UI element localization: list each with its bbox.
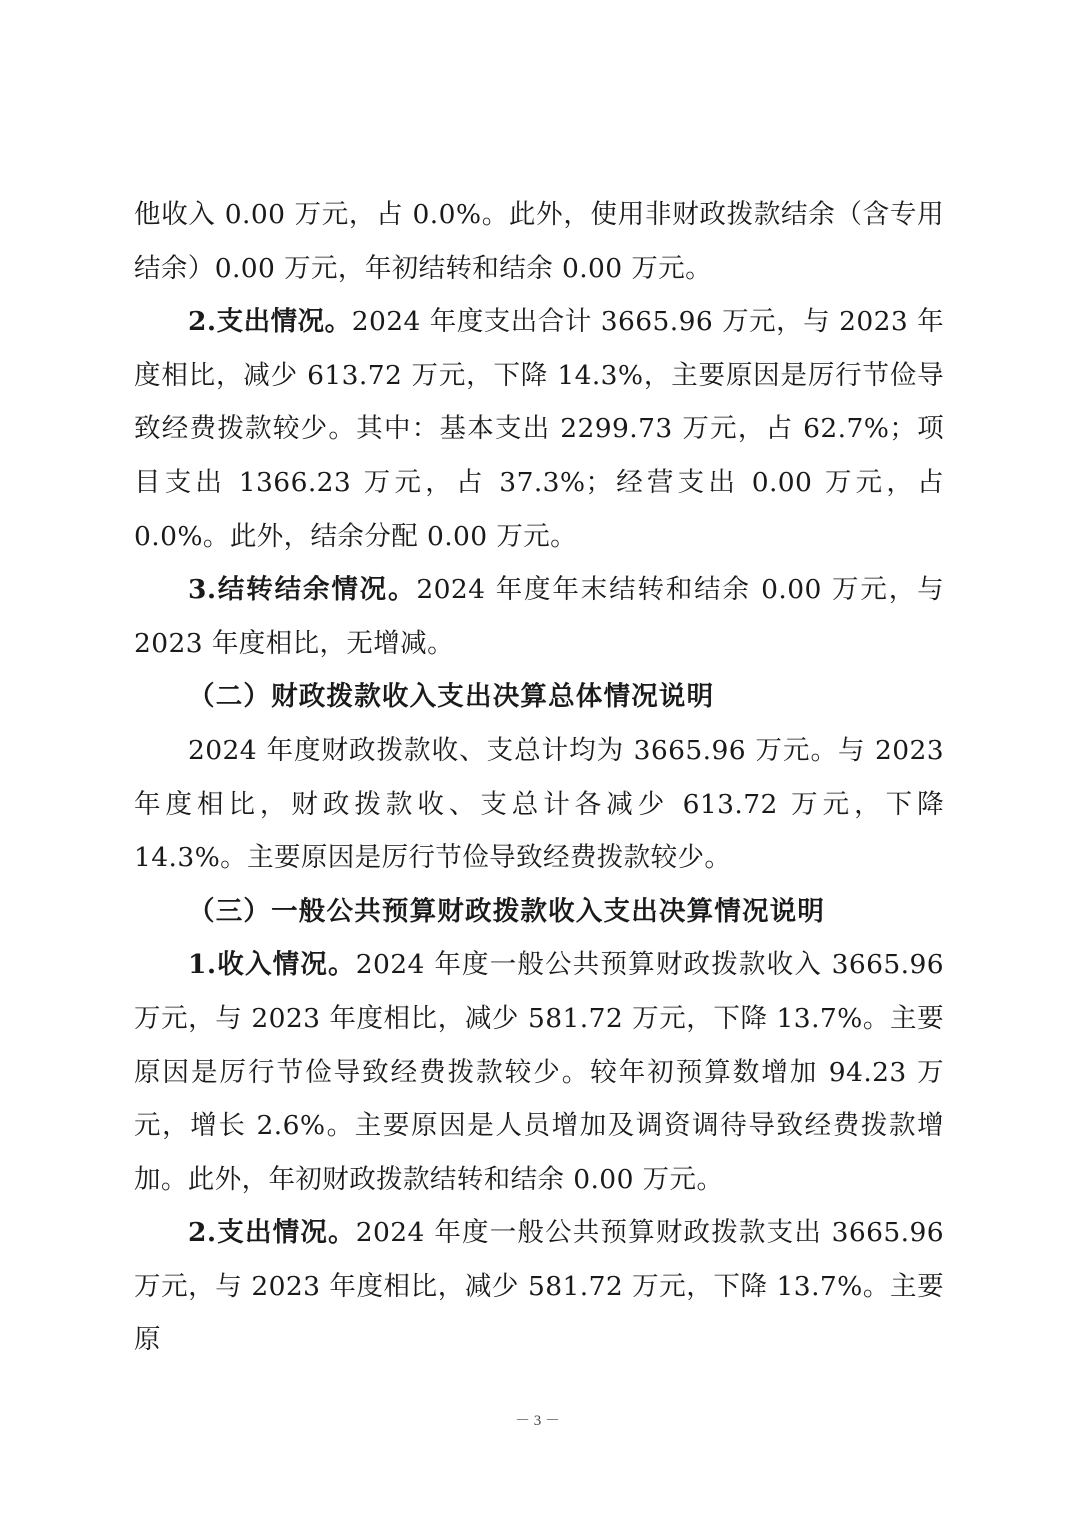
paragraph-public-income — [134, 938, 944, 1206]
body-public-expenditure: 2024 年度一般公共预算财政拨款支出 3665.96 万元，与 2023 年度相比，减少 581.72 万元，下降 13.7%。主要原 — [134, 1217, 944, 1356]
section-heading-2: （二）财政拨款收入支出决算总体情况说明 — [188, 681, 715, 713]
paragraph-public-expenditure — [134, 1206, 944, 1367]
section-heading-3: （三）一般公共预算财政拨款收入支出决算情况说明 — [188, 895, 826, 927]
paragraph-other-income: 他收入 0.00 万元，占 0.0%。此外，使用非财政拨款结余（含专用结余）0.00 万元，年初结转和结余 0.00 万元。 — [134, 199, 944, 284]
lead-public-expenditure: 2.支出情况。 — [188, 1217, 356, 1249]
body-expenditure: 2024 年度支出合计 3665.96 万元，与 2023 年度相比，减少 613.72 万元，下降 14.3%，主要原因是厉行节俭导致经费拨款较少。其中：基本支出 2299.73 万元，占 62.7%；项目支出 1366.23 万元，占 37.3%；经营支出 0.00 万元，占 0.0%。此外，结余分配 0.00 万元。 — [134, 306, 945, 552]
lead-carryover: 3.结转结余情况。 — [188, 574, 417, 606]
document-body — [134, 188, 944, 1367]
paragraph-carryover — [134, 563, 944, 670]
lead-public-income: 1.收入情况。 — [188, 949, 356, 981]
body-carryover: 2024 年度年末结转和结余 0.00 万元，与 2023 年度相比，无增减。 — [134, 574, 944, 659]
page-number: － 3 － — [514, 1413, 560, 1429]
paragraph-expenditure — [134, 295, 944, 563]
paragraph-fiscal-total: 2024 年度财政拨款收、支总计均为 3665.96 万元。与 2023 年度相比，财政拨款收、支总计各减少 613.72 万元，下降 14.3%。主要原因是厉行节俭导致经费拨款较少。 — [134, 734, 944, 874]
lead-expenditure: 2.支出情况。 — [188, 306, 352, 338]
body-public-income: 2024 年度一般公共预算财政拨款收入 3665.96 万元，与 2023 年度相比，减少 581.72 万元，下降 13.7%。主要原因是厉行节俭导致经费拨款较少。较年初预算数增加 94.23 万元，增长 2.6%。主要原因是人员增加及调资调待导致经费拨款增加。此外，年初财政拨款结转和结余 0.00 万元。 — [134, 949, 944, 1195]
